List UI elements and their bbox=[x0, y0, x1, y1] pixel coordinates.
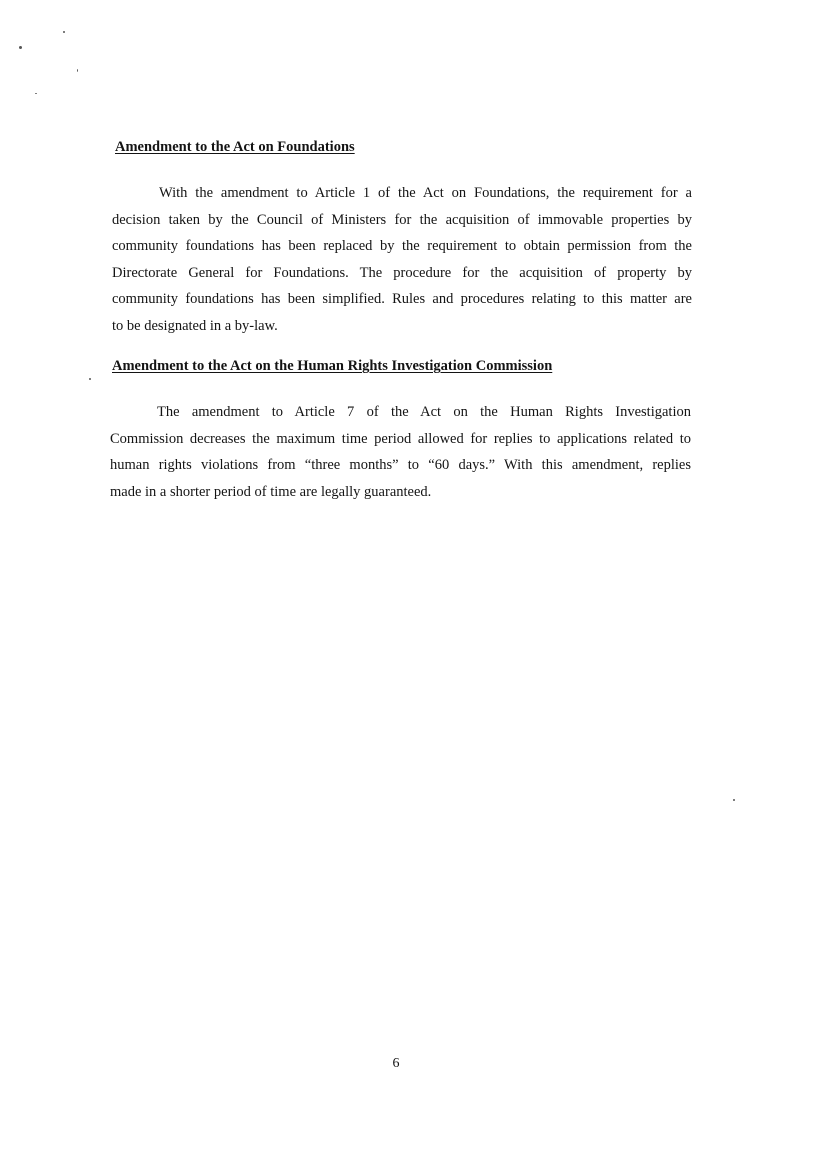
paragraph-line: Directorate General for Foundations. The procedure for the acquisition of property by bbox=[112, 264, 692, 281]
scan-speck bbox=[35, 93, 37, 94]
paragraph-line: made in a shorter period of time are legally guaranteed. bbox=[110, 483, 432, 500]
scan-speck bbox=[89, 378, 91, 380]
paragraph-line: The amendment to Article 7 of the Act on the Human Rights Investigation bbox=[157, 404, 691, 420]
paragraph-human-rights bbox=[110, 399, 691, 505]
paragraph-line: community foundations has been replaced by the requirement to obtain permission from the bbox=[112, 238, 692, 254]
paragraph-foundations bbox=[112, 180, 692, 339]
page-number: 6 bbox=[392, 1056, 400, 1071]
section-heading-foundations: Amendment to the Act on Foundations bbox=[115, 139, 355, 155]
paragraph-line: to be designated in a by-law. bbox=[112, 317, 278, 334]
paragraph-line: community foundations has been simplified. Rules and procedures relating to this matter are bbox=[112, 291, 692, 307]
scan-speck bbox=[77, 69, 78, 72]
section-heading-human-rights: Amendment to the Act on the Human Rights Investigation Commission bbox=[112, 358, 553, 374]
scan-speck bbox=[733, 799, 735, 801]
paragraph-line: decision taken by the Council of Ministers for the acquisition of immovable properties by bbox=[112, 211, 692, 228]
scan-speck bbox=[19, 46, 22, 49]
scan-speck bbox=[63, 31, 65, 33]
paragraph-line: Commission decreases the maximum time period allowed for replies to applications related to bbox=[110, 430, 691, 447]
paragraph-line: human rights violations from “three months” to “60 days.” With this amendment, replies bbox=[110, 457, 691, 473]
paragraph-line: With the amendment to Article 1 of the Act on Foundations, the requirement for a bbox=[159, 185, 692, 201]
